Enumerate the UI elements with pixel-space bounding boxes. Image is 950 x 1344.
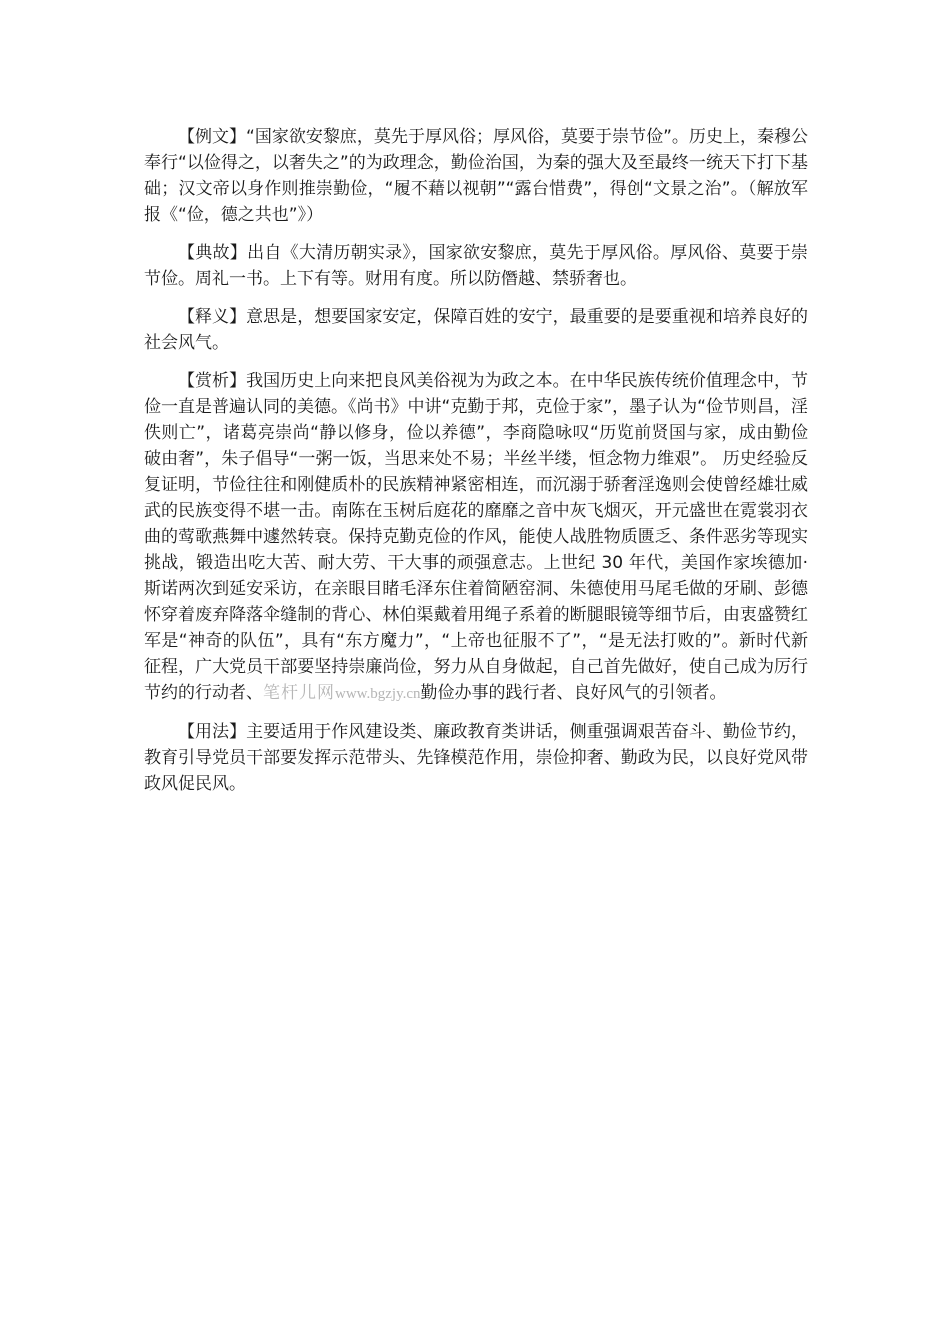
document-body: [144, 124, 808, 809]
paragraph-appreciation: [144, 368, 808, 707]
paragraph-example: [144, 124, 808, 228]
appreciation-text-end: 勤俭办事的践行者、良好风气的引领者。: [420, 683, 727, 703]
appreciation-text: 我国历史上向来把良风美俗视为为政之本。在中华民族传统价值理念中，节俭一直是普遍认同的美德。《尚书》中讲“克勤于邦，克俭于家”，墨子认为“俭节则昌，淫佚则亡”，诸葛亮崇尚“静以修身，俭以养德”，李商隐咏叹“历览前贤国与家，成由勤俭破由奢”，朱子倡导“一粥一饭，当思来处不易；半丝半缕，恒念物力维艰”。 历史经验反复证明，节俭往往和刚健质朴的民族精神紧密相连，而沉溺于骄奢淫逸则会使曾经雄壮威武的民族变得不堪一击。南陈在玉树后庭花的靡靡之音中灰飞烟灭，开元盛世在霓裳羽衣曲的莺歌燕舞中遽然转衰。保持克勤克俭的作风，能使人战胜物质匮乏、条件恶劣等现实挑战，锻造出吃大苦、耐大劳、干大事的顽强意志。上世纪 30 年代，美国作家埃德加·斯诺两次到延安采访，在亲眼目睹毛泽东住着简陋窑洞、朱德使用马尾毛做的牙刷、彭德怀穿着废弃降落伞缝制的背心、林伯渠戴着用绳子系着的断腿眼镜等细节后，由衷盛赞红军是“神奇的队伍”，具有“东方魔力”，“上帝也征服不了”，“是无法打败的”。新时代新征程，广大党员干部要坚持崇廉尚俭，努力从自身做起，自己首先做好，使自己成为厉行节约的行动者、: [144, 371, 809, 703]
paragraph-meaning: [144, 304, 808, 356]
meaning-tag: 【释义】: [178, 307, 247, 327]
watermark-url: www.bgzjy.cn: [335, 686, 421, 702]
appreciation-tag: 【赏析】: [178, 371, 247, 391]
meaning-text: 意思是，想要国家安定，保障百姓的安宁，最重要的是要重视和培养良好的社会风气。: [144, 307, 809, 353]
usage-text: 主要适用于作风建设类、廉政教育类讲话，侧重强调艰苦奋斗、勤俭节约，教育引导党员干部要发挥示范带头、先锋模范作用，崇俭抑奢、勤政为民，以良好党风带政风促民风。: [144, 722, 809, 794]
paragraph-allusion: [144, 240, 808, 292]
watermark-site-name: 笔杆儿网: [263, 683, 335, 703]
paragraph-usage: [144, 719, 808, 797]
usage-tag: 【用法】: [178, 722, 247, 742]
allusion-tag: 【典故】: [178, 243, 248, 263]
example-tag: 【例文】: [178, 127, 247, 147]
example-text: “国家欲安黎庶，莫先于厚风俗；厚风俗，莫要于崇节俭”。历史上，秦穆公奉行“以俭得之，以奢失之”的为政理念，勤俭治国，为秦的强大及至最终一统天下打下基础；汉文帝以身作则推崇勤俭，“履不藉以视朝”“露台惜费”，得创“文景之治”。（解放军报《“俭，德之共也”》）: [144, 127, 808, 225]
allusion-text: 出自《大清历朝实录》，国家欲安黎庶，莫先于厚风俗。厚风俗、莫要于崇节俭。周礼一书。上下有等。财用有度。所以防僭越、禁骄奢也。: [144, 243, 809, 289]
